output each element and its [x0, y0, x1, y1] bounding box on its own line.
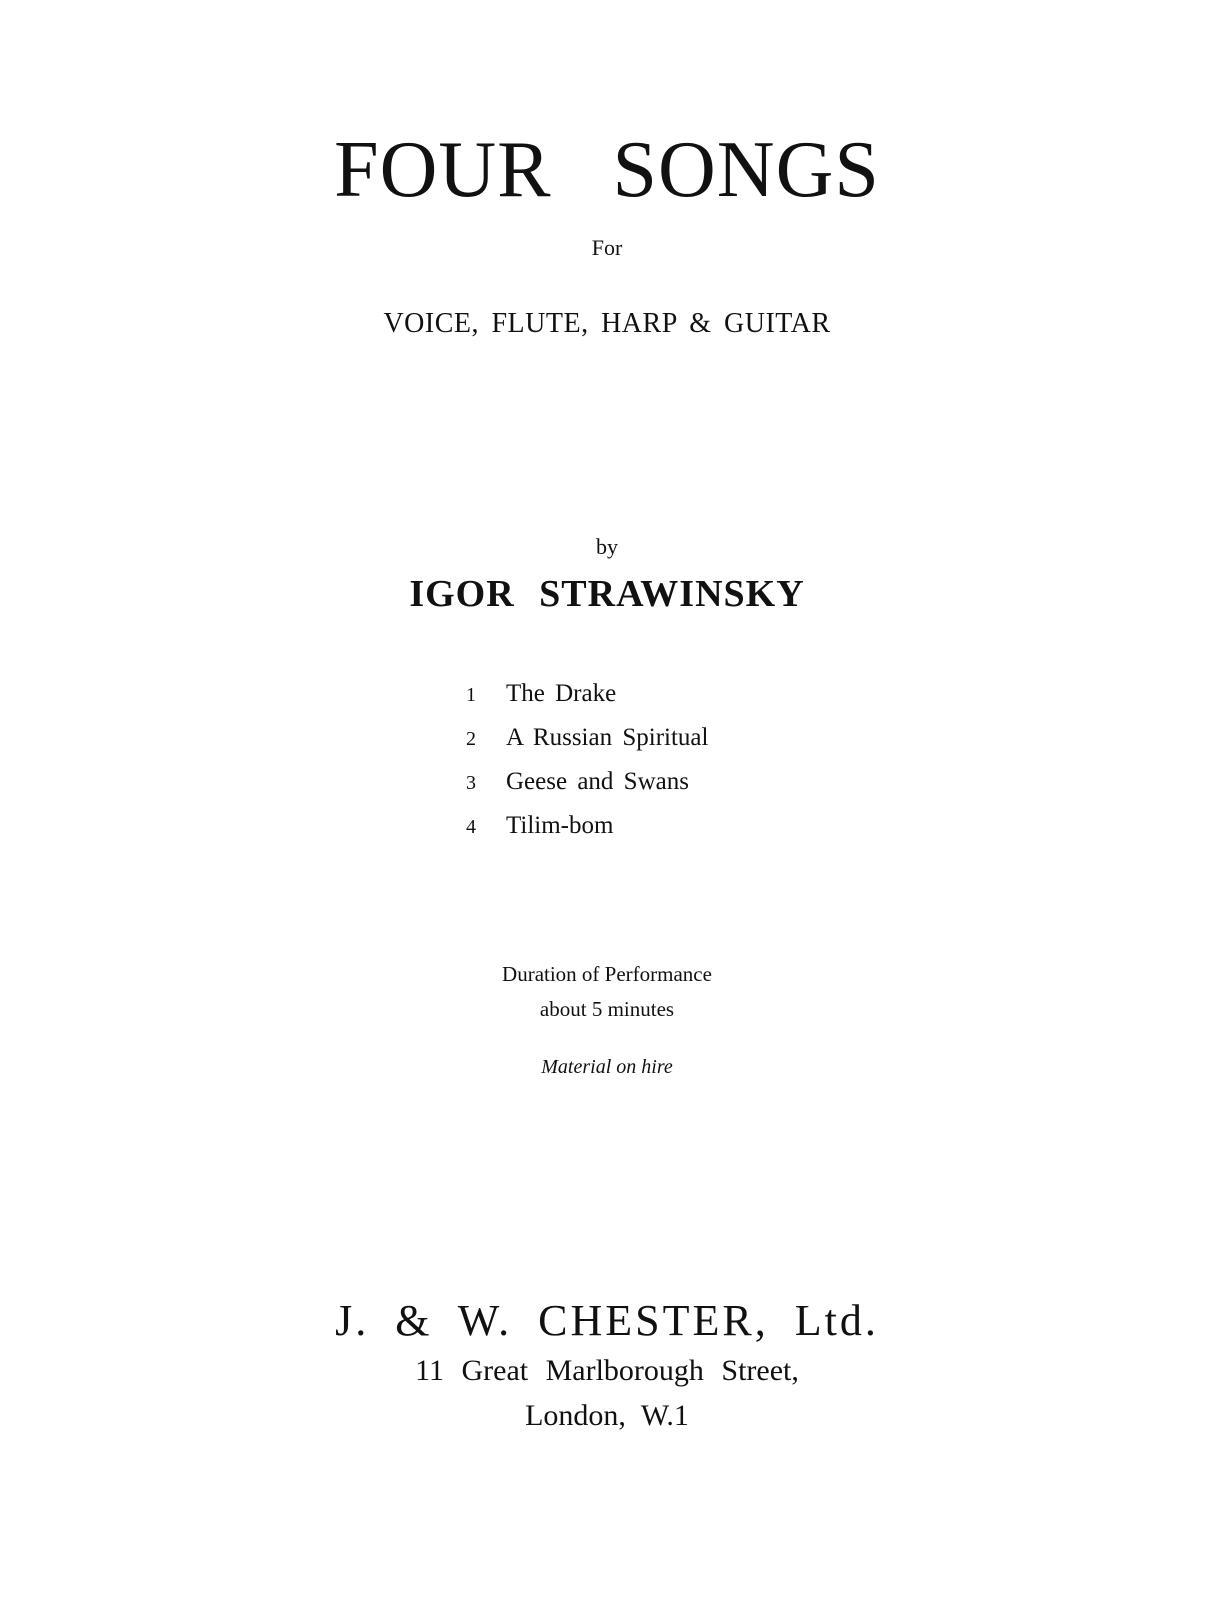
page-title: FOUR SONGS [334, 126, 880, 214]
song-title: The Drake [506, 680, 617, 707]
song-number: 3 [466, 772, 476, 794]
song-number: 4 [466, 816, 476, 838]
publisher-name: J. & W. CHESTER, Ltd. [335, 1296, 879, 1345]
composer-name: IGOR STRAWINSKY [409, 573, 805, 615]
list-item [466, 760, 708, 804]
song-number: 2 [466, 728, 476, 750]
list-item [466, 716, 708, 760]
song-title: Tilim-bom [506, 812, 614, 839]
instrumentation: VOICE, FLUTE, HARP & GUITAR [383, 308, 831, 339]
duration-label: Duration of Performance [502, 962, 712, 986]
list-item [466, 804, 708, 848]
song-number: 1 [466, 684, 476, 706]
hire-note: Material on hire [541, 1056, 673, 1078]
publisher-city: London, W.1 [525, 1399, 689, 1432]
by-label: by [596, 534, 618, 559]
list-item [466, 672, 708, 716]
song-title: A Russian Spiritual [506, 724, 709, 751]
song-list [466, 672, 708, 848]
for-label: For [591, 235, 623, 260]
publisher-address: 11 Great Marlborough Street, [415, 1354, 799, 1387]
song-title: Geese and Swans [506, 768, 689, 795]
duration-value: about 5 minutes [539, 997, 675, 1021]
